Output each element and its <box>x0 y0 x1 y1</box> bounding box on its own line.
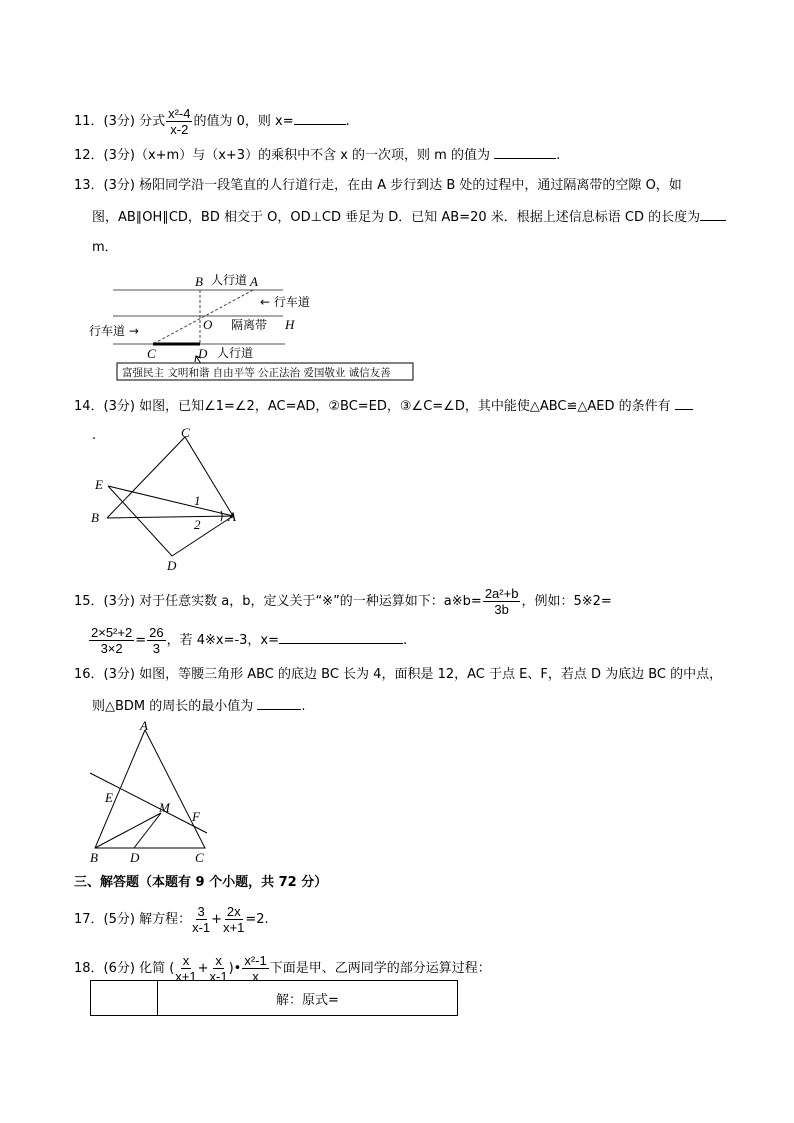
question-15-line2 <box>88 625 407 656</box>
question-13-line3: m． <box>92 240 118 255</box>
figure-line <box>95 813 161 848</box>
question-13-line2 <box>92 208 726 227</box>
q15-example: ，例如：5※2= <box>521 594 612 609</box>
denominator: x-2 <box>170 122 189 137</box>
fraction <box>166 106 192 137</box>
period: . <box>556 148 561 163</box>
label-c: C <box>195 850 204 865</box>
denominator: 3 <box>152 641 160 656</box>
q15-text: 15．(3分) 对于任意实数 a，b，定义关于“※”的一种运算如下：a※b= <box>74 594 482 609</box>
numerator: x <box>215 953 222 968</box>
angle-2-label: 2 <box>194 517 201 532</box>
figure-line <box>95 730 205 848</box>
answer-blank[interactable] <box>494 146 556 159</box>
fraction <box>223 904 244 935</box>
fraction <box>483 586 521 617</box>
numerator: 2×5²+2 <box>91 625 133 640</box>
q16-text: 则△BDM 的周长的最小值为 <box>92 699 254 714</box>
answer-blank[interactable] <box>279 631 403 644</box>
label-sidewalk-bottom: 人行道 <box>217 346 254 360</box>
label-e: E <box>105 790 113 805</box>
question-17 <box>74 904 269 935</box>
denominator: 3×2 <box>100 641 123 656</box>
figure-line <box>90 730 207 848</box>
figure-line <box>134 813 161 848</box>
label-a: A <box>140 720 148 733</box>
label-c: C <box>181 425 190 440</box>
banner-text: 富强民主 文明和谐 自由平等 公正法治 爱国敬业 诚信友善 <box>122 367 391 379</box>
numerator: 2x <box>226 904 241 919</box>
label-sidewalk-top: 人行道 <box>211 273 248 287</box>
question-15-line1 <box>74 586 612 617</box>
numerator: x²-1 <box>244 953 267 968</box>
plus: + <box>197 961 209 976</box>
fraction <box>147 625 165 656</box>
q15-text: ，若 4※x=-3，x= <box>166 633 280 648</box>
numerator: 2a²+b <box>484 586 519 601</box>
question-14 <box>74 397 693 416</box>
answer-blank[interactable] <box>675 397 693 410</box>
label-b: B <box>91 510 99 525</box>
numerator: 3 <box>197 904 205 919</box>
label-d: D <box>130 850 140 865</box>
question-16-line1: 16．(3分) 如图，等腰三角形 ABC 的底边 BC 长为 4，面积是 12，AC 于点 E、F，若点 D 为底边 BC 的中点， <box>74 667 723 682</box>
label-f: F <box>192 809 200 824</box>
q14-text: 14．(3分) 如图，已知∠1=∠2，AC=AD，②BC=ED，③∠C=∠D，其中能使△ABC≌△AED 的条件有 <box>74 399 671 414</box>
denominator: 3b <box>494 602 509 617</box>
numerator: x²-4 <box>168 106 191 121</box>
label-c: C <box>147 346 156 361</box>
q18-tail: 下面是甲、乙两同学的部分运算过程： <box>269 961 491 976</box>
label-m: M <box>159 800 170 815</box>
period: . <box>345 114 350 129</box>
numerator: x <box>182 953 190 968</box>
label-d: D <box>198 346 208 361</box>
denominator: x+1 <box>223 920 245 935</box>
equation-rhs: =2. <box>245 912 269 927</box>
fraction <box>192 904 210 935</box>
label-o: O <box>203 317 213 332</box>
solution-table <box>90 980 458 1016</box>
question-12 <box>74 146 560 165</box>
denominator: x+1 <box>175 969 197 984</box>
angle-1-label: 1 <box>194 493 201 508</box>
label-lane-left: 行车道 → <box>89 324 139 338</box>
table-row <box>91 981 458 1016</box>
answer-blank[interactable] <box>294 112 346 125</box>
road-figure <box>85 268 425 384</box>
fraction <box>89 625 134 656</box>
label-b: B <box>90 850 98 865</box>
isosceles-triangle-figure <box>85 720 225 865</box>
plus: + <box>211 912 223 927</box>
triangles-figure <box>85 425 255 575</box>
table-cell-empty <box>91 981 158 1016</box>
label-lane-right: ← 行车道 <box>260 295 310 309</box>
label-d: D <box>167 558 177 573</box>
question-13-line1: 13．(3分) 杨阳同学沿一段笔直的人行道行走，在由 A 步行到达 B 处的过程中，通过隔离带的空隙 O，如 <box>74 178 682 193</box>
q17-text: 17．(5分) 解方程： <box>74 912 192 927</box>
question-16-line2 <box>92 697 306 716</box>
denominator: x-1 <box>192 920 211 935</box>
denominator: x-1 <box>209 969 228 984</box>
label-a: A <box>250 274 258 289</box>
section-3-heading: 三、解答题（本题有 9 个小题，共 72 分） <box>74 875 328 890</box>
q12-text: 12．(3分)（x+m）与（x+3）的乘积中不含 x 的一次项，则 m 的值为 <box>74 148 490 163</box>
multiply: )• <box>228 961 242 976</box>
equals: = <box>135 633 147 648</box>
answer-blank[interactable] <box>700 208 726 221</box>
q18-text: 18．(6分) 化简 ( <box>74 961 175 976</box>
question-11 <box>74 106 350 137</box>
label-median: 隔离带 <box>231 318 268 332</box>
table-cell: 解：原式= <box>158 981 458 1016</box>
figure-line <box>107 437 233 556</box>
question-14-line2: . <box>92 428 97 443</box>
figure-line <box>108 486 233 556</box>
label-a: A <box>228 509 236 524</box>
denominator: x <box>252 969 259 984</box>
period: . <box>301 699 306 714</box>
answer-blank[interactable] <box>257 697 301 710</box>
numerator: 26 <box>149 625 164 640</box>
q13-text: 图，AB∥OH∥CD，BD 相交于 O，OD⊥CD 垂足为 D．已知 AB=20 米．根据上述信息标语 CD 的长度为 <box>92 210 701 225</box>
label-e: E <box>95 477 103 492</box>
label-b: B <box>195 274 203 289</box>
q11-text: 的值为 0，则 x= <box>193 114 294 129</box>
q11-label: 11．(3分) 分式 <box>74 114 166 129</box>
period: . <box>403 633 408 648</box>
label-h: H <box>285 317 295 332</box>
